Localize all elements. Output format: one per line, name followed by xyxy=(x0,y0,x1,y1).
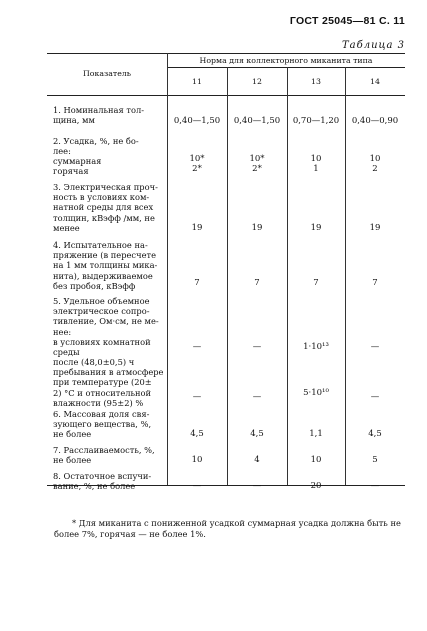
row-label: суммарная xyxy=(53,156,102,166)
col-type-14: 14 xyxy=(370,77,380,86)
table-title: Таблица 3 xyxy=(341,40,405,51)
cell: 19 xyxy=(369,223,381,233)
row-label: 8. Остаточное вспучи- вание, %, не более xyxy=(53,471,152,492)
cell: — xyxy=(370,392,380,402)
row-label: 1. Номинальная тол- щина, мм xyxy=(53,105,145,126)
cell: — xyxy=(192,392,202,402)
cell: 2 xyxy=(372,164,378,174)
cell: — xyxy=(192,481,202,491)
cell: 1·10¹³ xyxy=(303,342,329,352)
cell: 20 xyxy=(310,481,322,491)
cell: 19 xyxy=(310,223,322,233)
cell: 5 xyxy=(372,455,378,465)
cell: 7 xyxy=(254,278,260,288)
cell: 1 xyxy=(313,164,319,174)
col-type-12: 12 xyxy=(252,77,262,86)
cell: 4,5 xyxy=(250,429,264,439)
cell: 0,40—1,50 xyxy=(233,116,281,126)
cell: 2* xyxy=(192,164,202,174)
cell: 10 xyxy=(369,154,381,164)
cell: 10* xyxy=(189,154,205,164)
cell: — xyxy=(252,481,262,491)
col-header-indicator: Показатель xyxy=(82,69,132,78)
cell: 10 xyxy=(191,455,203,465)
cell: 19 xyxy=(191,223,203,233)
row-label: 6. Массовая доля свя- зующего вещества, %, не более xyxy=(53,409,152,440)
cell: — xyxy=(252,342,262,352)
row-label: горячая xyxy=(53,166,89,176)
cell: 10* xyxy=(249,154,265,164)
cell: 7 xyxy=(313,278,319,288)
row-label: 3. Электрическая проч- ность в условиях ком- натной среды для всех толщин, кВэфф /мм, не менее xyxy=(53,182,158,233)
cell: 10 xyxy=(310,455,322,465)
cell: 4,5 xyxy=(190,429,204,439)
cell: — xyxy=(370,481,380,491)
page-header: ГОСТ 25045—81 С. 11 xyxy=(289,15,405,27)
cell: 7 xyxy=(372,278,378,288)
cell: 0,40—0,90 xyxy=(351,116,399,126)
cell: — xyxy=(252,392,262,402)
cell: 0,70—1,20 xyxy=(292,116,340,126)
cell: 19 xyxy=(251,223,263,233)
cell: — xyxy=(192,342,202,352)
cell: 4 xyxy=(254,455,260,465)
cell: 5·10¹⁰ xyxy=(303,388,329,398)
cell: 0,40—1,50 xyxy=(173,116,221,126)
cell: 7 xyxy=(194,278,200,288)
col-type-13: 13 xyxy=(311,77,321,86)
row-label: 5. Удельное объемное электрическое сопро- тивление, Ом·см, не ме- нее: xyxy=(53,296,159,337)
cell: 10 xyxy=(310,154,322,164)
col-type-11: 11 xyxy=(192,77,202,86)
row-label: 4. Испытательное на- пряжение (в пересчете на 1 мм толщины мика- нита), выдерживаемое без пробоя, кВэфф xyxy=(53,240,158,291)
cell: 2* xyxy=(252,164,262,174)
row-label: после (48,0±0,5) ч пребывания в атмосфере при температуре (20± 2) °С и относительной влажности (95±2) % xyxy=(53,357,164,408)
col-header-norm: Норма для коллекторного миканита типа xyxy=(199,56,373,65)
cell: 1,1 xyxy=(309,429,323,439)
cell: 4,5 xyxy=(368,429,382,439)
row-label: 7. Расслаиваемость, %, не более xyxy=(53,445,155,466)
spec-table xyxy=(47,53,405,513)
cell: — xyxy=(370,342,380,352)
row-label: 2. Усадка, %, не бо- лее: xyxy=(53,136,139,157)
row-label: в условиях комнатной среды xyxy=(53,337,151,358)
footnote: * Для миканита с пониженной усадкой суммарная усадка должна быть не более 7%, горячая — не более 1%. xyxy=(54,518,401,539)
